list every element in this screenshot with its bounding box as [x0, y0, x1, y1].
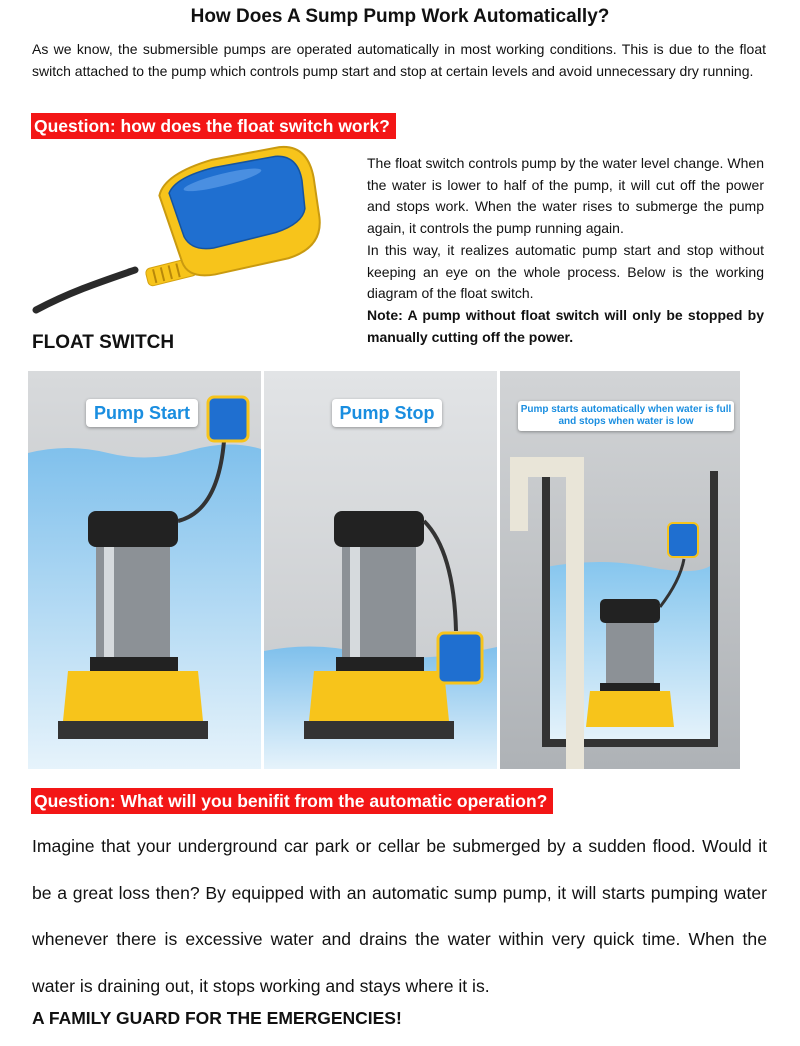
- float-paragraph-2: In this way, it realizes automatic pump start and stop without keeping an eye on the whole process. Below is the working diagram of the float switch.: [367, 241, 764, 302]
- family-guard-tagline: A FAMILY GUARD FOR THE EMERGENCIES!: [32, 1008, 402, 1028]
- panel-pump-start: [28, 371, 261, 769]
- float-switch-label: FLOAT SWITCH: [32, 332, 175, 353]
- pump-stop-illustration: [264, 371, 497, 769]
- question-heading-benefit: Question: What will you benifit from the automatic operation?: [31, 788, 553, 814]
- benefit-text: Imagine that your underground car park or cellar be submerged by a sudden flood. Would it be a great loss then? By equipped with an automatic sump pump, it will starts pumping water whenever there is excessive water and drains the water within very quick time. When the water is draining out, it stops working and stays where it is.: [32, 836, 767, 996]
- pump-start-illustration: [28, 371, 261, 769]
- benefit-paragraph: [32, 823, 767, 1009]
- page-title: How Does A Sump Pump Work Automatically?: [190, 6, 610, 27]
- float-switch-description: [367, 153, 764, 348]
- float-switch-image: [30, 142, 340, 322]
- question-heading-float-switch: Question: how does the float switch work?: [31, 113, 396, 139]
- intro-paragraph: As we know, the submersible pumps are operated automatically in most working conditions. This is due to the float switch attached to the pump which controls pump start and stop at certain levels and avoid unnecessary dry running.: [32, 41, 766, 79]
- float-paragraph-1: The float switch controls pump by the water level change. When the water is lower to half of the pump, it will cut off the power and stops work. When the water rises to submerge the pump again, it controls the pump running again.: [367, 155, 764, 237]
- panel-automatic: [500, 371, 740, 769]
- working-diagram: [28, 371, 740, 769]
- panel-pump-stop: [264, 371, 497, 769]
- pump-start-label: Pump Start: [86, 399, 198, 427]
- automatic-label: Pump starts automatically when water is full and stops when water is low: [518, 401, 734, 431]
- float-note: Note: A pump without float switch will only be stopped by manually cutting off the power.: [367, 306, 764, 345]
- pump-stop-label: Pump Stop: [332, 399, 442, 427]
